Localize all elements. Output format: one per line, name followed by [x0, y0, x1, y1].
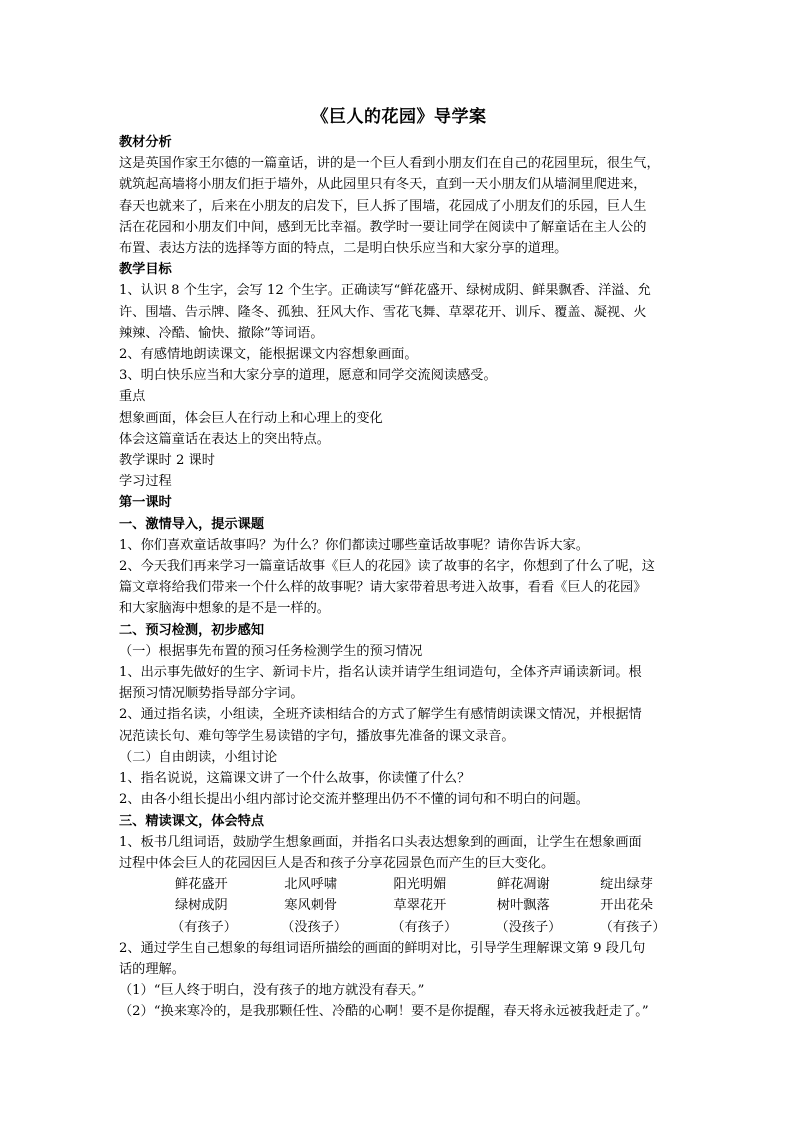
part-two-line: 况范读长句、难句等学生易读错的字句，播放事先准备的课文录音。: [119, 728, 515, 744]
part-one-line: 篇文章将给我们带来一个什么样的故事呢？请大家带着思考进入故事，看看《巨人的花园》: [119, 580, 647, 596]
goal-line: 许、围墙、告示牌、隆冬、孤独、狂风大作、雪花飞舞、草翠花开、训斥、覆盖、凝视、火: [119, 304, 647, 320]
focus-line: 想象画面，体会巨人在行动上和心理上的变化: [119, 410, 383, 426]
section-heading-goals: 教学目标: [119, 262, 172, 278]
word-cell: 树叶飘落: [496, 898, 550, 914]
word-cell: （有孩子）: [599, 919, 666, 935]
word-cell: 绿树成阴: [175, 898, 228, 914]
part-one-heading: 一、激情导入，提示课题: [119, 516, 265, 532]
word-group-row: [119, 917, 679, 938]
part-three-line: 2、通过学生自己想象的每组词语所描绘的画面的鲜明对比，引导学生理解课文第 9 段几句: [119, 940, 646, 956]
goal-line: 辣辣、冷酷、愉快、撤除”等词语。: [119, 325, 324, 341]
word-cell: 开出花朵: [600, 898, 653, 914]
part-three-line: 话的理解。: [119, 961, 185, 977]
part-two-heading: 二、预习检测，初步感知: [119, 622, 265, 638]
part-two-subheading: （二）自由朗读，小组讨论: [119, 749, 278, 765]
part-one-line: 和大家脑海中想象的是不是一样的。: [119, 601, 330, 617]
word-cell: 阳光明媚: [393, 877, 447, 893]
part-two-line: 2、由各小组长提出小组内部讨论交流并整理出仍不不懂的词句和不明白的问题。: [119, 792, 589, 808]
part-two-subheading: （一）根据事先布置的预习任务检测学生的预习情况: [119, 643, 423, 659]
document-title: 《巨人的花园》导学案: [311, 107, 487, 127]
focus-line: 体会这篇童话在表达上的突出特点。: [119, 431, 330, 447]
analysis-line: 活在花园和小朋友们中间，感到无比幸福。教学时一要让同学在阅读中了解童话在主人公的: [119, 219, 647, 235]
lesson-one-heading: 第一课时: [119, 495, 172, 511]
goal-line: 1、认识 8 个生字，会写 12 个生字。正确读写“鲜花盛开、绿树成阴、鲜果飘香、洋溢、允: [119, 283, 651, 299]
word-cell: （有孩子）: [171, 919, 237, 935]
word-cell: 草翠花开: [393, 898, 447, 914]
analysis-line: 春天也就来了，后来在小朋友的启发下，巨人拆了围墙，花园成了小朋友们的乐园，巨人生: [119, 198, 647, 214]
word-cell: 绽出绿芽: [600, 877, 653, 893]
word-cell: （没孩子）: [495, 919, 562, 935]
quote-line: （2）“换来寒冷的，是我那颗任性、冷酷的心啊！要不是你提醒，春天将永远被我赶走了。”: [119, 1004, 649, 1020]
word-cell: 寒风刺骨: [284, 898, 338, 914]
word-group-row: [119, 874, 679, 895]
analysis-line: 这是英国作家王尔德的一篇童话，讲的是一个巨人看到小朋友们在自己的花园里玩，很生气，: [119, 156, 660, 172]
lesson-hours: 教学课时 2 课时: [119, 453, 215, 469]
word-group-row: [119, 895, 679, 916]
section-heading-analysis: 教材分析: [119, 135, 172, 150]
analysis-line: 布置、表达方法的选择等方面的特点，二是明白快乐应当和大家分享的道理。: [119, 241, 568, 257]
document-page: [119, 105, 679, 1023]
word-cell: （有孩子）: [391, 919, 458, 935]
part-two-line: 据预习情况顺势指导部分字词。: [119, 686, 304, 702]
focus-heading: 重点: [119, 389, 146, 405]
part-one-line: 2、今天我们再来学习一篇童话故事《巨人的花园》读了故事的名字，你想到了什么了呢，这: [119, 559, 655, 575]
quote-line: （1）“巨人终于明白，没有孩子的地方就没有春天。”: [119, 983, 425, 999]
word-cell: 鲜花凋谢: [496, 877, 550, 893]
goal-line: 3、明白快乐应当和大家分享的道理，愿意和同学交流阅读感受。: [119, 368, 497, 384]
part-three-line: 过程中体会巨人的花园因巨人是否和孩子分享花园景色而产生的巨大变化。: [119, 855, 555, 871]
part-two-line: 1、出示事先做好的生字、新词卡片，指名认读并请学生组词造句，全体齐声诵读新词。根: [119, 665, 642, 681]
analysis-line: 就筑起高墙将小朋友们拒于墙外，从此园里只有冬天，直到一天小朋友们从墙洞里爬进来，: [119, 177, 647, 193]
process-heading: 学习过程: [119, 474, 172, 490]
word-cell: 鲜花盛开: [175, 877, 228, 893]
part-one-line: 1、你们喜欢童话故事吗？为什么？你们都读过哪些童话故事呢？请你告诉大家。: [119, 537, 589, 553]
part-two-line: 2、通过指名读，小组读，全班齐读相结合的方式了解学生有感情朗读课文情况，并根据情: [119, 707, 642, 723]
goal-line: 2、有感情地朗读课文，能根据课文内容想象画面。: [119, 347, 418, 363]
part-three-line: 1、板书几组词语，鼓励学生想象画面，并指名口头表达想象到的画面，让学生在想象画面: [119, 834, 642, 850]
part-two-line: 1、指名说说，这篇课文讲了一个什么故事，你读懂了什么？: [119, 771, 471, 787]
word-cell: 北风呼啸: [284, 877, 338, 893]
word-cell: （没孩子）: [281, 919, 348, 935]
part-three-heading: 三、精读课文，体会特点: [119, 813, 265, 829]
